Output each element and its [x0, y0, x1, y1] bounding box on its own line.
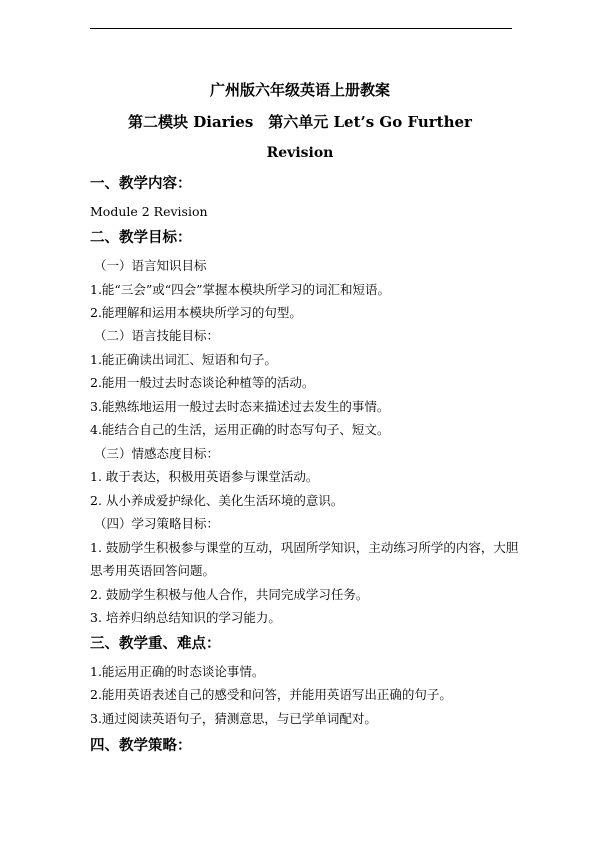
- objective-item: 1. 敢于表达，积极用英语参与课堂活动。: [90, 469, 319, 484]
- key-point-item: 2.能用英语表述自己的感受和问答，并能用英语写出正确的句子。: [90, 687, 452, 702]
- objective-item: 1.能正确读出词汇、短语和句子。: [90, 352, 277, 367]
- section-heading-strategies: 四、教学策略：: [90, 737, 192, 754]
- objective-group-title: （一）语言知识目标: [94, 258, 207, 273]
- objective-item: 3.能熟练地运用一般过去时态来描述过去发生的事情。: [90, 399, 390, 414]
- section-heading-key-points: 三、教学重、难点：: [90, 635, 221, 652]
- objective-item: 1. 鼓励学生积极参与课堂的互动，巩固所学知识，主动练习所学的内容，大胆: [90, 540, 519, 555]
- objective-item: 2. 从小养成爱护绿化、美化生活环境的意识。: [90, 493, 344, 508]
- key-point-item: 1.能运用正确的时态谈论事情。: [90, 664, 265, 679]
- key-point-item: 3.通过阅读英语句子，猜测意思，与已学单词配对。: [90, 711, 377, 726]
- objective-item: 2.能理解和运用本模块所学习的句型。: [90, 305, 302, 320]
- objective-item: 1.能“三会”或“四会”掌握本模块所学习的词汇和短语。: [90, 282, 390, 297]
- objective-item: 2. 鼓励学生积极与他人合作，共同完成学习任务。: [90, 587, 369, 602]
- section-heading-content: 一、教学内容：: [90, 175, 192, 192]
- objective-group-title: （四）学习策略目标：: [94, 516, 220, 531]
- content-text: Module 2 Revision: [90, 204, 208, 219]
- objective-item: 2.能用一般过去时态谈论种植等的活动。: [90, 375, 315, 390]
- objective-group-title: （三）情感态度目标：: [94, 446, 220, 461]
- objective-group-title: （二）语言技能目标：: [94, 328, 220, 343]
- objective-item-continuation: 思考用英语回答问题。: [90, 563, 216, 578]
- lesson-title: Revision: [266, 145, 334, 161]
- document-subtitle: 第二模块 Diaries 第六单元 Let’s Go Further: [128, 113, 472, 131]
- section-heading-objectives: 二、教学目标：: [90, 229, 192, 246]
- objective-item: 3. 培养归纳总结知识的学习能力。: [90, 610, 281, 625]
- objective-item: 4.能结合自己的生活，运用正确的时态写句子、短文。: [90, 422, 390, 437]
- header-rule: [90, 28, 512, 29]
- document-title: 广州版六年级英语上册教案: [209, 81, 390, 99]
